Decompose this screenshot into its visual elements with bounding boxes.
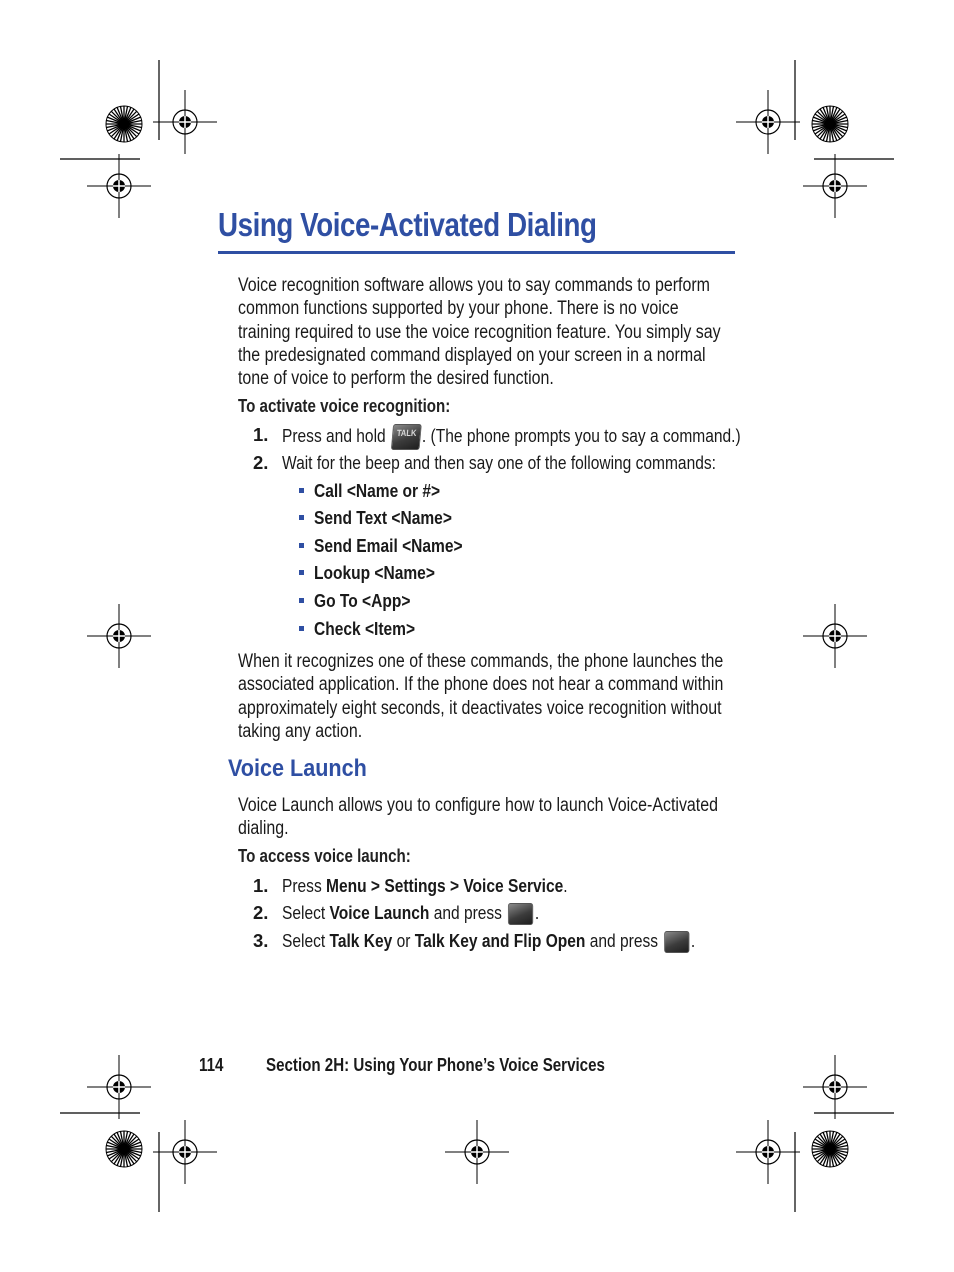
page-title: Using Voice-Activated Dialing (218, 206, 597, 243)
ok-key-icon (508, 903, 533, 925)
title-underline (218, 251, 735, 254)
step-number: 2. (253, 452, 269, 473)
bullet-square-icon (299, 488, 304, 493)
bullet-square-icon (299, 543, 304, 548)
step-number: 1. (253, 424, 269, 445)
bullet-square-icon (299, 626, 304, 631)
step-number: 2. (253, 902, 269, 923)
ok-key-icon (664, 931, 689, 953)
voice-launch-intro: Voice Launch allows you to configure how to launch Voice-Activated dialing. (238, 795, 718, 840)
step-number: 3. (253, 930, 269, 951)
intro-paragraph: Voice recognition software allows you to say commands to perform common functions supported by your phone. There is no voice training required to use the voice recognition feature. You simply say the predesignated command displayed on your screen in a normal tone of voice to perform the desired function. (238, 275, 721, 390)
after-paragraph: When it recognizes one of these commands, the phone launches the associated application. If the phone does not hear a command within approximately eight seconds, it deactivates voice recognition without taking any action. (238, 651, 724, 742)
section-footer: Section 2H: Using Your Phone’s Voice Services (266, 1055, 605, 1075)
voice-launch-heading: Voice Launch (228, 755, 367, 782)
bullet-square-icon (299, 598, 304, 603)
page-number: 114 (199, 1055, 224, 1075)
activate-label: To activate voice recognition: (238, 396, 451, 416)
talk-key-icon: TALK (391, 424, 422, 450)
bullet-square-icon (299, 570, 304, 575)
bullet-square-icon (299, 515, 304, 520)
voice-launch-label: To access voice launch: (238, 846, 411, 866)
step-number: 1. (253, 875, 269, 896)
